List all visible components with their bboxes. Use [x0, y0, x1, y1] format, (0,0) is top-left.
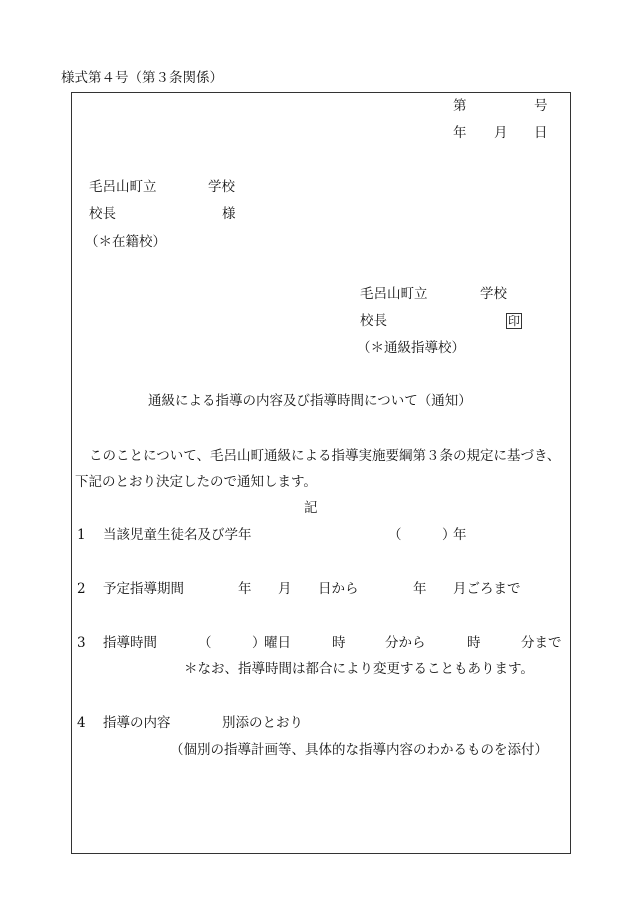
item4-value: 別添のとおり	[222, 715, 303, 731]
item2-label: 予定指導期間	[103, 581, 184, 597]
body-line-2: 下記のとおり決定したので通知します。	[75, 474, 317, 490]
sender-school-suffix: 学校	[480, 286, 507, 302]
sender-principal: 校長	[360, 313, 387, 329]
item3-minute-from: 分から	[385, 635, 426, 651]
seal-mark: 印	[508, 314, 521, 328]
item2-year1: 年	[238, 581, 252, 597]
item3-note: ＊なお、指導時間は都合により変更することもあります。	[184, 661, 534, 677]
ki-marker: 記	[304, 500, 318, 516]
doc-number-suffix: 号	[534, 98, 548, 114]
recipient-honorific: 様	[222, 206, 236, 222]
item1-paren: （ ）	[388, 527, 456, 543]
item2-day-from: 日から	[318, 581, 359, 597]
date-day: 日	[534, 125, 548, 141]
item2-number: 2	[77, 581, 86, 597]
sender-note: （＊通級指導校）	[357, 340, 465, 356]
sender-seal	[506, 313, 522, 329]
document-frame	[71, 92, 571, 854]
date-month: 月	[494, 125, 508, 141]
item3-hour2: 時	[467, 635, 481, 651]
date-year: 年	[453, 125, 467, 141]
sender-school-prefix: 毛呂山町立	[360, 286, 428, 302]
item2-month1: 月	[278, 581, 292, 597]
item3-hour1: 時	[332, 635, 346, 651]
recipient-school-prefix: 毛呂山町立	[89, 179, 157, 195]
item3-weekday: 曜日	[264, 635, 291, 651]
item4-note: （個別の指導計画等、具体的な指導内容のわかるものを添付）	[170, 742, 548, 758]
item1-grade: 年	[453, 527, 467, 543]
item2-year2: 年	[413, 581, 427, 597]
item2-month-until: 月ごろまで	[453, 581, 521, 597]
form-label: 様式第４号（第３条関係）	[61, 70, 223, 86]
item3-number: 3	[77, 635, 86, 651]
item3-minute-until: 分まで	[521, 635, 562, 651]
recipient-principal: 校長	[89, 206, 116, 222]
item1-number: 1	[77, 527, 86, 543]
doc-number-prefix: 第	[453, 98, 467, 114]
item3-label: 指導時間	[103, 635, 157, 651]
item3-paren: （ ）	[198, 635, 266, 651]
item4-number: 4	[77, 715, 86, 731]
item4-label: 指導の内容	[103, 715, 171, 731]
recipient-note: （＊在籍校）	[85, 234, 166, 250]
item1-label: 当該児童生徒名及び学年	[103, 527, 252, 543]
body-line-1: このことについて、毛呂山町通級による指導実施要綱第３条の規定に基づき、	[89, 448, 561, 464]
document-title: 通級による指導の内容及び指導時間について（通知）	[148, 393, 472, 409]
recipient-school-suffix: 学校	[208, 179, 235, 195]
